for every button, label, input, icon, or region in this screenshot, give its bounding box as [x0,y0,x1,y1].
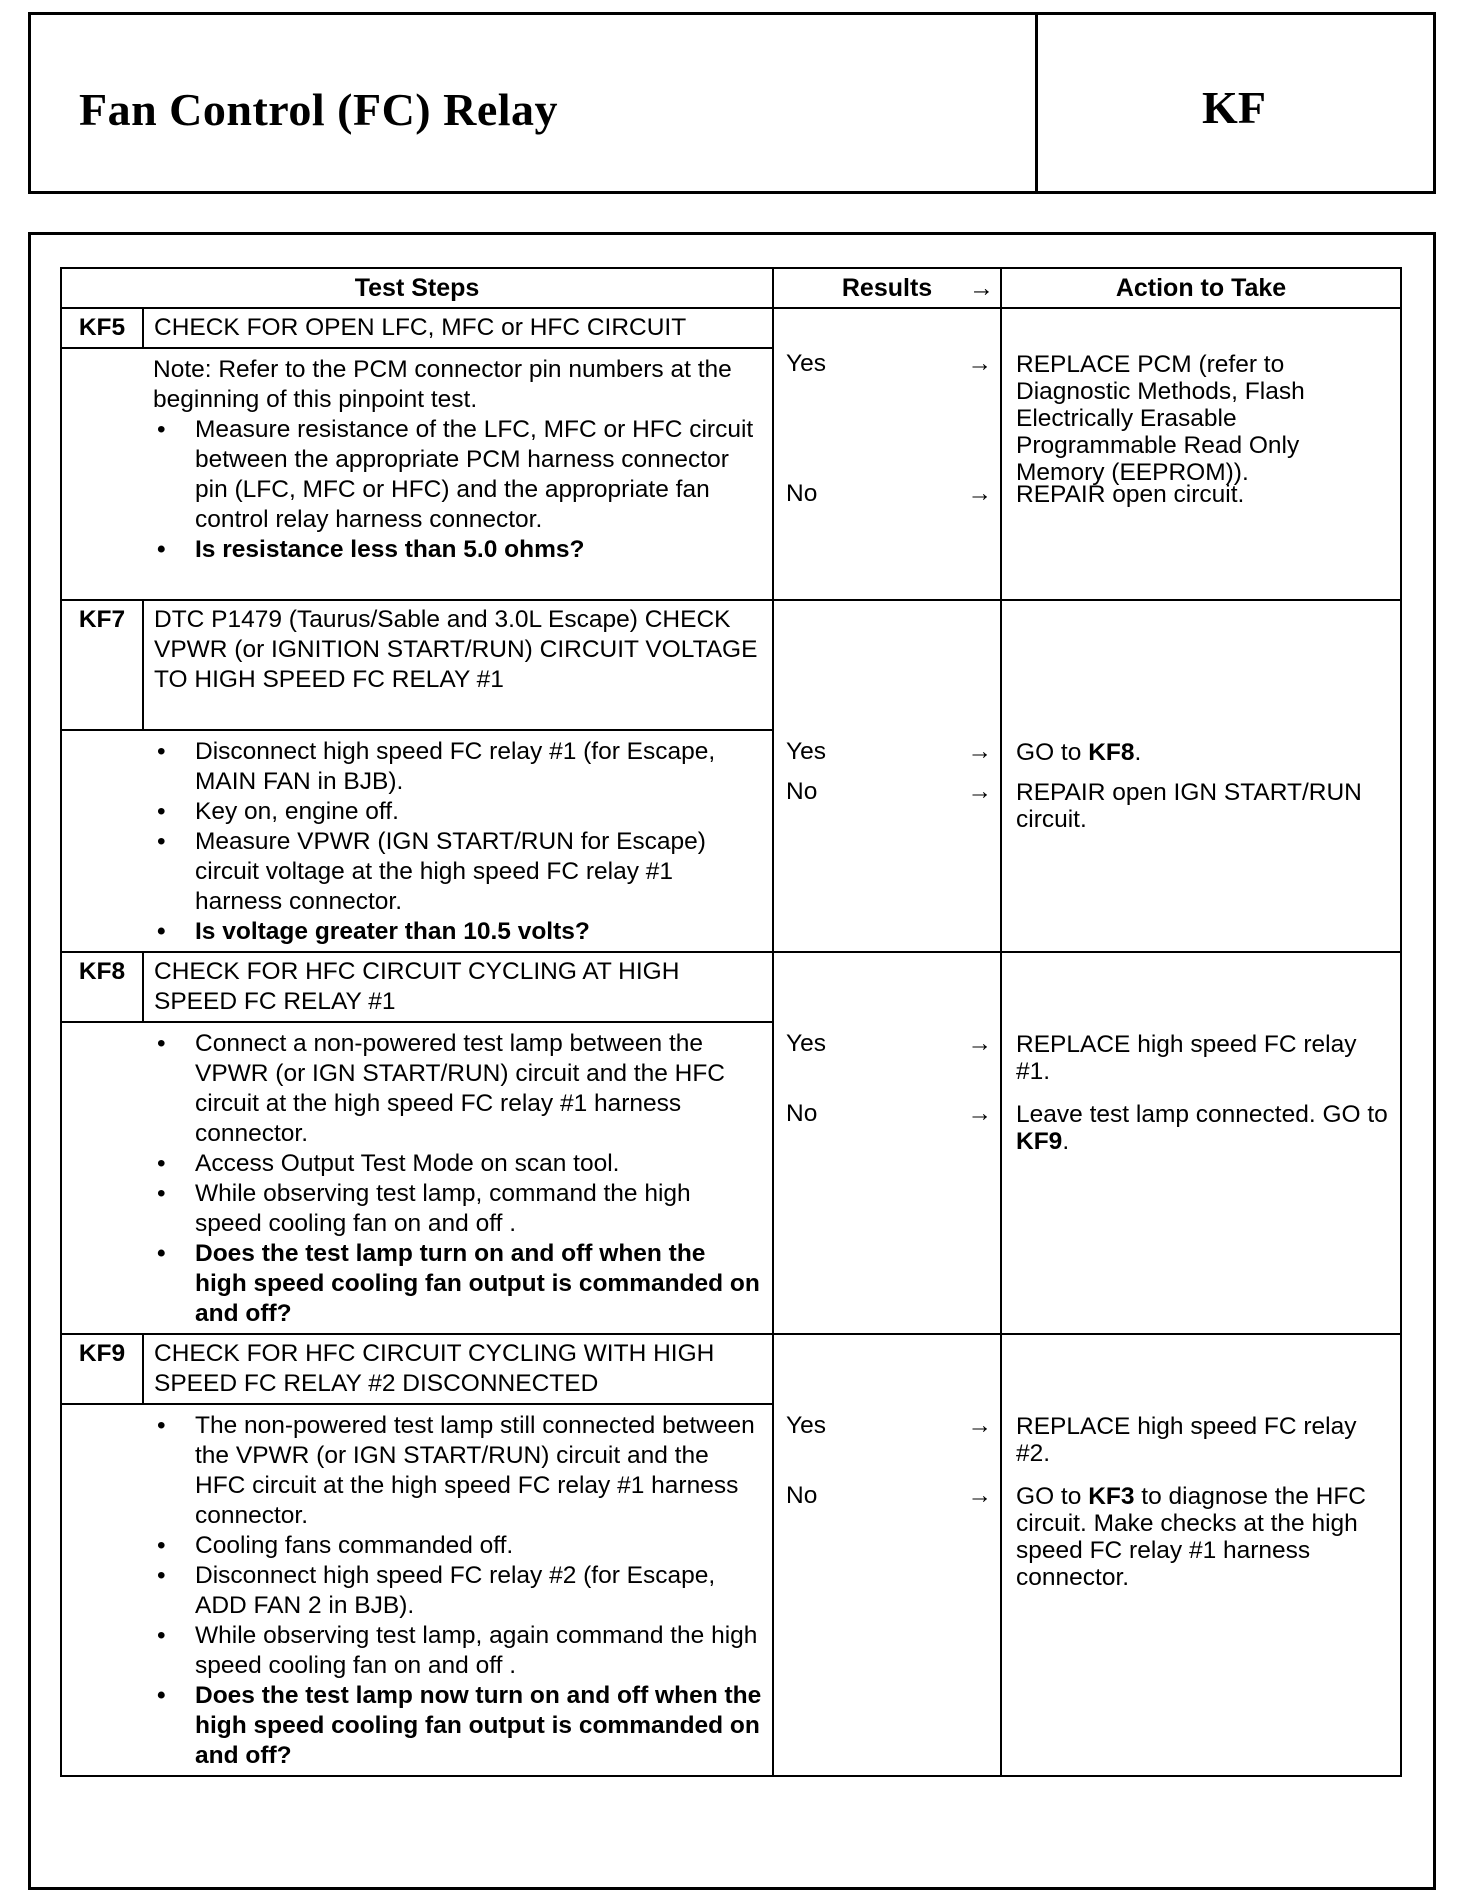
step-reference: KF9 [1016,1128,1063,1155]
arrow-icon: → [967,1100,993,1127]
table-row [61,1334,1401,1404]
step-title: CHECK FOR OPEN LFC, MFC or HFC CIRCUIT [143,308,773,348]
results-cell [773,1334,1001,1776]
result-no-label: No [786,480,818,507]
step-note: Note: Refer to the PCM connector pin numbers at the beginning of this pinpoint test. [153,356,732,413]
action-text: . [1062,1128,1070,1155]
page-header [28,12,1436,194]
blank-cell [61,348,143,600]
arrow-icon: → [967,1412,993,1439]
result-no [786,777,992,807]
page-title: Fan Control (FC) Relay [79,84,559,135]
action-text: to diagnose the HFC circuit. Make checks at the high speed FC relay #1 harness connector. [1016,1483,1367,1591]
result-yes [786,1029,992,1059]
action-no: REPAIR open IGN START/RUN circuit. [1016,779,1362,833]
action-yes: REPLACE high speed FC relay #2. [1016,1413,1357,1467]
step-id: KF5 [61,308,143,348]
arrow-icon: → [967,778,993,805]
step-body [143,1404,773,1776]
action-no [1016,1483,1390,1591]
action-cell [1001,952,1401,1334]
blank-cell [61,730,143,952]
results-cell [773,600,1001,952]
result-yes-label: Yes [786,350,826,377]
step-id: KF9 [61,1334,143,1404]
table-row [61,952,1401,1022]
step-body [143,1022,773,1334]
step-reference: KF3 [1088,1483,1135,1510]
result-no [786,479,992,509]
col-header-action: Action to Take [1001,268,1401,308]
action-cell [1001,308,1401,600]
blank-cell [61,1404,143,1776]
arrow-icon: → [969,274,995,302]
action-text: GO to [1016,1483,1089,1510]
result-yes [786,737,992,767]
step-question: • Does the test lamp turn on and off when the high speed cooling fan output is commanded on and off? [195,1239,762,1329]
action-cell [1001,1334,1401,1776]
result-yes [786,1411,992,1441]
step-bullet: • Connect a non-powered test lamp between the VPWR (or IGN START/RUN) circuit and the HFC circuit at the high speed FC relay #1 harness connector. [195,1029,762,1149]
step-question: • Does the test lamp now turn on and off when the high speed cooling fan output is commanded on and off? [195,1681,762,1771]
result-no-label: No [786,1482,818,1509]
step-bullet: • The non-powered test lamp still connected between the VPWR (or IGN START/RUN) circuit and the HFC circuit at the high speed FC relay #1 harness connector. [195,1411,762,1531]
step-reference: KF8 [1088,739,1135,766]
step-bullet: • Disconnect high speed FC relay #2 (for Escape, ADD FAN 2 in BJB). [195,1561,762,1621]
result-yes-label: Yes [786,738,826,765]
arrow-icon: → [967,1482,993,1509]
results-cell [773,308,1001,600]
section-code: KF [1202,82,1266,133]
step-question: • Is resistance less than 5.0 ohms? [195,535,762,565]
action-no: REPAIR open circuit. [1016,481,1245,508]
step-bullet: • Cooling fans commanded off. [195,1531,762,1561]
step-id: KF7 [61,600,143,730]
table-row [61,600,1401,730]
action-yes [1016,739,1390,766]
step-question: • Is voltage greater than 10.5 volts? [195,917,762,947]
action-yes: REPLACE high speed FC relay #1. [1016,1031,1357,1085]
step-title: DTC P1479 (Taurus/Sable and 3.0L Escape) CHECK VPWR (or IGNITION START/RUN) CIRCUIT VOLTAGE TO HIGH SPEED FC RELAY #1 [143,600,773,730]
action-text: GO to [1016,739,1089,766]
step-bullet: • Measure VPWR (IGN START/RUN for Escape) circuit voltage at the high speed FC relay #1 harness connector. [195,827,762,917]
step-bullet: • Measure resistance of the LFC, MFC or HFC circuit between the appropriate PCM harness connector pin (LFC, MFC or HFC) and the appropriate fan control relay harness connector. [195,415,762,535]
arrow-icon: → [967,738,993,765]
action-yes: REPLACE PCM (refer to Diagnostic Methods, Flash Electrically Erasable Programmable Read Only Memory (EEPROM)). [1016,351,1305,486]
action-text: . [1134,739,1142,766]
step-bullet: • Disconnect high speed FC relay #1 (for Escape, MAIN FAN in BJB). [195,737,762,797]
step-body [143,730,773,952]
blank-cell [61,1022,143,1334]
table-row [61,308,1401,348]
step-bullet: • While observing test lamp, command the high speed cooling fan on and off . [195,1179,762,1239]
table-header-row [61,268,1401,308]
results-label: Results [841,274,933,302]
step-body [143,348,773,600]
step-title: CHECK FOR HFC CIRCUIT CYCLING AT HIGH SPEED FC RELAY #1 [143,952,773,1022]
result-yes-label: Yes [786,1030,826,1057]
arrow-icon: → [967,1030,993,1057]
results-cell [773,952,1001,1334]
pinpoint-test-table [60,267,1402,1777]
result-no [786,1099,992,1129]
step-bullet: • Access Output Test Mode on scan tool. [195,1149,762,1179]
action-cell [1001,600,1401,952]
step-id: KF8 [61,952,143,1022]
step-bullet: • Key on, engine off. [195,797,762,827]
action-text: Leave test lamp connected. GO to [1016,1101,1388,1128]
step-title: CHECK FOR HFC CIRCUIT CYCLING WITH HIGH SPEED FC RELAY #2 DISCONNECTED [143,1334,773,1404]
result-no [786,1481,992,1511]
arrow-icon: → [967,350,993,377]
result-yes-label: Yes [786,1412,826,1439]
result-no-label: No [786,778,818,805]
action-no [1016,1101,1390,1155]
arrow-icon: → [967,480,993,507]
col-header-results [773,268,1001,308]
result-no-label: No [786,1100,818,1127]
result-yes [786,349,992,379]
step-bullet: • While observing test lamp, again command the high speed cooling fan on and off . [195,1621,762,1681]
col-header-test-steps: Test Steps [61,268,773,308]
